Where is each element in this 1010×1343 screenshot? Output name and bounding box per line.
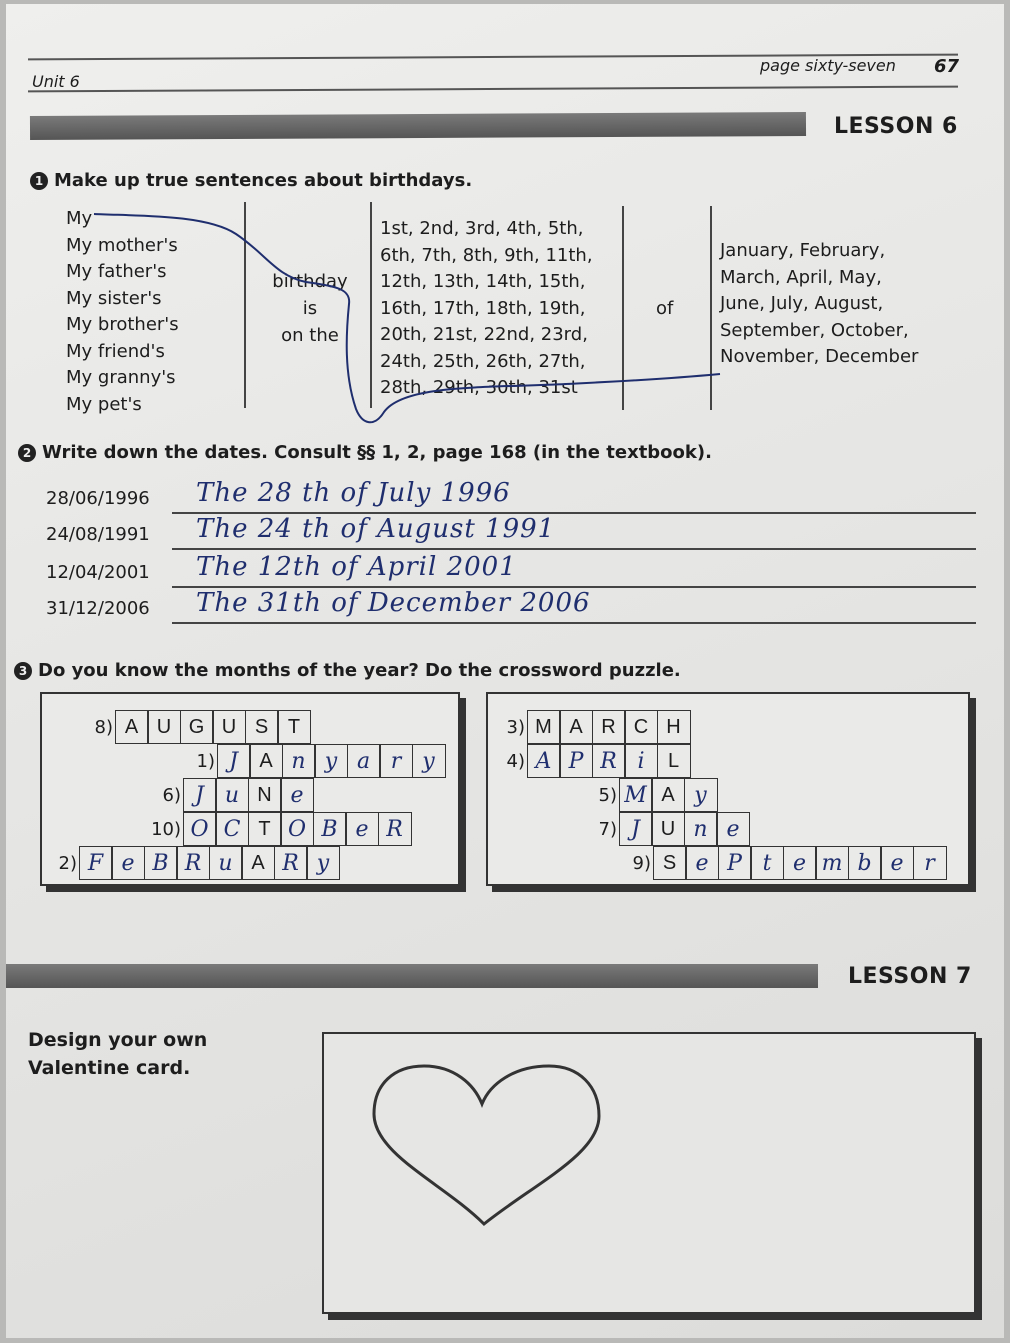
crossword-cell[interactable]: A [527,744,561,778]
ordinal-line: 6th, 7th, 8th, 9th, 11th, [380,244,593,266]
answer-line [172,548,976,550]
crossword-cell[interactable]: C [624,710,658,744]
crossword-cell[interactable]: N [248,778,282,812]
crossword-cell[interactable]: r [379,744,413,778]
ex1-pen-line [6,4,1004,444]
crossword-cell[interactable]: O [183,812,217,846]
crossword-cell[interactable]: T [248,812,282,846]
workbook-page [6,4,1004,1338]
subject-item: My mother's [66,234,178,256]
crossword-cell[interactable]: e [111,846,145,880]
clue-number: 7) [598,818,617,840]
crossword-cell[interactable]: A [249,744,283,778]
crossword-cell[interactable]: n [684,812,718,846]
date-value: 28/06/1996 [46,488,150,509]
crossword-row [150,778,314,812]
months-line: January, February, [720,240,886,261]
crossword-cell[interactable]: R [592,744,626,778]
subject-item: My [66,208,93,229]
crossword-right [486,692,970,886]
date-answer: The 24 th of August 1991 [196,514,556,544]
crossword-cell[interactable]: m [815,846,849,880]
crossword-cell[interactable]: u [209,846,243,880]
ex2-number: 2 [18,444,36,462]
crossword-cell[interactable]: e [280,778,314,812]
crossword-cell[interactable]: P [559,744,593,778]
crossword-cell[interactable]: a [347,744,381,778]
ordinal-line: 20th, 21st, 22nd, 23rd, [380,324,588,345]
ordinal-line: 28th, 29th, 30th, 31st [380,377,578,398]
lesson7-title: LESSON 7 [848,964,972,989]
middle-word: on the [281,325,339,346]
crossword-cell[interactable]: e [685,846,719,880]
clue-number: 2) [58,852,77,874]
valentine-line: Design your own [28,1029,208,1051]
crossword-cell[interactable]: U [147,710,181,744]
crossword-cell[interactable]: e [716,812,750,846]
lesson7-bar [6,964,818,988]
crossword-row [184,744,446,778]
crossword-cell[interactable]: M [527,710,561,744]
months-line: March, April, May, [720,266,882,288]
crossword-cell[interactable]: S [245,710,279,744]
clue-number: 10) [151,818,181,840]
ex2-title [18,442,712,463]
crossword-cell[interactable]: u [215,778,249,812]
crossword-cell[interactable]: J [619,812,653,846]
middle-word: is [302,298,318,319]
answer-line [172,622,976,624]
crossword-cell[interactable]: B [313,812,347,846]
crossword-row [586,812,750,846]
clue-number: 8) [94,716,113,738]
crossword-cell[interactable]: y [306,846,340,880]
ex1-instruction: Make up true sentences about birthdays. [54,170,473,191]
crossword-row [150,812,412,846]
crossword-cell[interactable]: A [241,846,275,880]
date-answer: The 28 th of July 1996 [196,478,511,508]
ex1-of: of [656,298,674,319]
crossword-cell[interactable]: G [180,710,214,744]
valentine-card-box [322,1032,976,1314]
ex3-title [14,660,681,681]
ex3-instruction: Do you know the months of the year? Do the crossword puzzle. [38,660,681,681]
ex3-number: 3 [14,662,32,680]
ordinal-line: 1st, 2nd, 3rd, 4th, 5th, [380,218,584,239]
crossword-cell[interactable]: R [592,710,626,744]
crossword-cell[interactable]: C [215,812,249,846]
crossword-cell[interactable]: e [783,846,817,880]
crossword-cell[interactable]: F [79,846,113,880]
middle-word: birthday [272,271,348,292]
valentine-instruction [28,1026,207,1082]
subject-item: My father's [66,261,167,282]
crossword-cell[interactable]: P [718,846,752,880]
subject-item: My sister's [66,287,162,309]
crossword-cell[interactable]: R [378,812,412,846]
crossword-cell[interactable]: A [559,710,593,744]
crossword-cell[interactable]: e [880,846,914,880]
clue-number: 1) [196,750,215,772]
crossword-cell[interactable]: U [212,710,246,744]
crossword-cell[interactable]: R [274,846,308,880]
subject-item: My brother's [66,314,179,335]
subject-item: My granny's [66,367,176,388]
date-value: 31/12/2006 [46,598,150,619]
crossword-cell[interactable]: J [183,778,217,812]
crossword-cell[interactable]: b [848,846,882,880]
ex1-number: 1 [30,172,48,190]
crossword-cell[interactable]: r [913,846,947,880]
crossword-cell[interactable]: e [345,812,379,846]
unit-label: Unit 6 [32,72,80,91]
crossword-cell[interactable]: n [282,744,316,778]
crossword-cell[interactable]: M [619,778,653,812]
page-name: page sixty-seven [760,56,896,75]
crossword-cell[interactable]: y [412,744,446,778]
date-row [46,588,976,628]
crossword-row [494,710,691,744]
clue-number: 4) [506,750,525,772]
crossword-row [82,710,311,744]
heart-icon [354,1054,654,1234]
date-value: 12/04/2001 [46,562,150,583]
crossword-cell[interactable]: J [217,744,251,778]
crossword-cell[interactable]: t [750,846,784,880]
subject-item: My friend's [66,340,165,362]
crossword-row [494,744,691,778]
crossword-row [586,778,718,812]
valentine-line: Valentine card. [28,1057,191,1079]
crossword-cell[interactable]: O [280,812,314,846]
crossword-cell[interactable]: S [653,846,687,880]
ordinal-line: 12th, 13th, 14th, 15th, [380,271,586,292]
date-row [46,552,976,592]
crossword-cell[interactable]: R [176,846,210,880]
subject-item: My pet's [66,393,142,415]
crossword-cell[interactable]: y [314,744,348,778]
ordinal-line: 24th, 25th, 26th, 27th, [380,350,586,372]
date-answer: The 12th of April 2001 [196,552,517,582]
crossword-cell[interactable]: H [657,710,691,744]
crossword-cell[interactable]: T [277,710,311,744]
clue-number: 6) [162,784,181,806]
page-number: 67 [934,56,960,77]
ordinal-line: 16th, 17th, 18th, 19th, [380,297,586,319]
months-line: June, July, August, [720,293,884,314]
crossword-cell[interactable]: A [115,710,149,744]
date-value: 24/08/1991 [46,524,150,545]
crossword-cell[interactable]: L [657,744,691,778]
crossword-cell[interactable]: A [651,778,685,812]
clue-number: 5) [598,784,617,806]
crossword-left [40,692,460,886]
crossword-cell[interactable]: B [144,846,178,880]
clue-number: 9) [632,852,651,874]
date-row [46,478,976,518]
lesson6-title: LESSON 6 [834,114,958,139]
months-line: September, October, [720,319,909,341]
date-answer: The 31th of December 2006 [196,588,591,618]
crossword-row [46,846,340,880]
crossword-row [620,846,947,880]
crossword-cell[interactable]: y [684,778,718,812]
months-line: November, December [720,346,919,367]
crossword-cell[interactable]: i [624,744,658,778]
crossword-cell[interactable]: U [651,812,685,846]
date-row [46,514,976,554]
ex2-instruction: Write down the dates. Consult §§ 1, 2, page 168 (in the textbook). [42,442,712,463]
clue-number: 3) [506,716,525,738]
